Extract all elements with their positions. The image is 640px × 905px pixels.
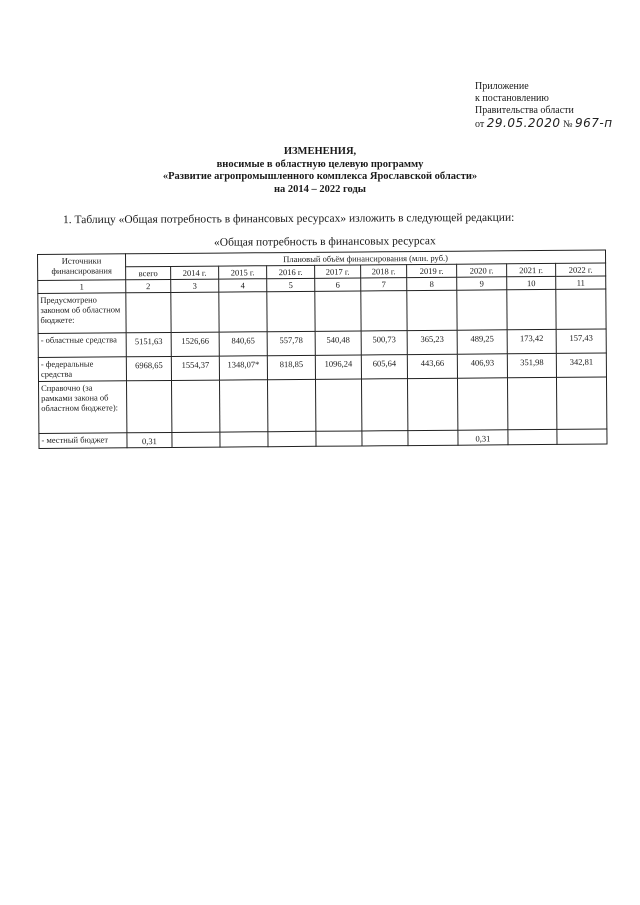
table-cell <box>457 290 507 330</box>
col-header: 2019 г. <box>407 264 457 277</box>
col-number: 2 <box>126 279 171 292</box>
stamp-date-prefix: от <box>475 119 485 130</box>
col-header: 2020 г. <box>457 264 507 277</box>
col-header: 2016 г. <box>267 265 315 278</box>
table-cell <box>457 378 507 430</box>
table-cell <box>316 431 362 446</box>
table-cell <box>172 432 220 447</box>
col-header: 2018 г. <box>361 265 407 278</box>
financing-table-wrapper <box>37 250 607 449</box>
heading-subtitle: вносимые в областную целевую программу <box>216 158 424 170</box>
col-header: всего <box>126 266 171 279</box>
col-number: 9 <box>457 277 507 290</box>
table-cell <box>171 380 219 432</box>
table-cell <box>126 380 171 432</box>
stamp-line-date <box>475 117 613 131</box>
col-header: 2015 г. <box>219 266 267 279</box>
table-cell: 557,78 <box>267 331 315 355</box>
col-header: 2014 г. <box>171 266 219 279</box>
table-cell: 0,31 <box>458 430 508 445</box>
table-cell <box>361 379 407 431</box>
col-number: 1 <box>38 280 126 294</box>
table-cell <box>557 429 607 444</box>
stamp-line-government: Правительства области <box>475 105 574 116</box>
group-header: Плановый объём финансирования (млн. руб.) <box>126 250 606 267</box>
col-number: 4 <box>219 279 267 292</box>
financing-table <box>37 250 608 449</box>
col-number: 3 <box>171 279 219 292</box>
col-number: 11 <box>556 276 606 289</box>
table-cell: 6968,65 <box>126 356 171 380</box>
table-cell <box>362 431 408 446</box>
table-cell: 157,43 <box>556 329 606 353</box>
table-cell: 489,25 <box>457 330 507 354</box>
table-cell: 5151,63 <box>126 332 171 356</box>
col-header: 2021 г. <box>507 263 556 276</box>
table-caption: «Общая потребность в финансовых ресурсах <box>213 235 436 249</box>
heading-program-name: «Развитие агропромышленного комплекса Ярославской области» <box>162 171 478 182</box>
table-cell <box>408 430 458 445</box>
table-cell <box>171 292 219 332</box>
col-number: 8 <box>407 277 457 290</box>
table-cell: 1554,37 <box>171 356 219 380</box>
row-label: - областные средства <box>38 333 126 358</box>
col-number: 7 <box>361 278 407 291</box>
heading-title: ИЗМЕНЕНИЯ, <box>283 146 357 157</box>
stamp-number-prefix: № <box>562 119 573 130</box>
table-row <box>39 377 607 433</box>
source-header: Источники финансирования <box>38 254 126 281</box>
row-label: Предусмотрено законом об областном бюджете: <box>38 293 126 334</box>
row-label: - федеральные средства <box>38 357 126 382</box>
table-cell: 1526,66 <box>171 332 219 356</box>
table-cell: 443,66 <box>407 354 457 378</box>
col-number: 6 <box>315 278 361 291</box>
table-cell <box>315 291 361 331</box>
table-cell <box>556 377 606 429</box>
document-heading <box>0 146 640 196</box>
table-cell <box>219 380 267 432</box>
approval-stamp <box>475 81 613 131</box>
table-cell: 342,81 <box>556 353 606 377</box>
table-cell: 1348,07* <box>219 356 267 380</box>
table-cell <box>407 378 457 430</box>
table-cell <box>267 379 315 431</box>
col-header: 2022 г. <box>556 263 606 276</box>
table-cell <box>220 432 268 447</box>
table-cell <box>315 379 361 431</box>
table-cell: 605,64 <box>361 355 407 379</box>
handwritten-date: 29.05.2020 <box>486 116 561 130</box>
table-cell: 351,98 <box>507 353 556 377</box>
row-label: Справочно (за рамками закона об областном бюджете): <box>39 381 127 434</box>
row-label: - местный бюджет <box>39 433 127 449</box>
table-cell <box>508 429 557 444</box>
heading-period: на 2014 – 2022 годы <box>273 183 366 195</box>
col-number: 5 <box>267 278 315 291</box>
table-cell <box>219 292 267 332</box>
table-cell: 818,85 <box>267 355 315 379</box>
table-cell <box>407 290 457 330</box>
table-cell <box>268 431 316 446</box>
table-cell <box>507 377 556 429</box>
table-cell <box>507 289 556 329</box>
table-cell: 840,65 <box>219 332 267 356</box>
amendment-item-1: 1. Таблицу «Общая потребность в финансовых ресурсах» изложить в следующей редакции: <box>62 211 515 227</box>
table-cell <box>126 292 171 332</box>
table-cell <box>556 289 606 329</box>
stamp-line-resolution: к постановлению <box>475 93 549 104</box>
handwritten-number: 967-п <box>575 116 613 130</box>
table-cell <box>361 291 407 331</box>
table-cell <box>267 291 315 331</box>
table-row <box>39 429 607 448</box>
table-cell: 365,23 <box>407 330 457 354</box>
table-cell: 500,73 <box>361 331 407 355</box>
table-cell: 1096,24 <box>315 355 361 379</box>
col-header: 2017 г. <box>315 265 361 278</box>
col-number: 10 <box>507 276 556 289</box>
table-row <box>38 289 606 333</box>
table-cell: 173,42 <box>507 329 556 353</box>
table-cell: 0,31 <box>127 432 172 447</box>
stamp-line-appendix: Приложение <box>475 81 529 92</box>
table-cell: 406,93 <box>457 354 507 378</box>
table-cell: 540,48 <box>315 331 361 355</box>
